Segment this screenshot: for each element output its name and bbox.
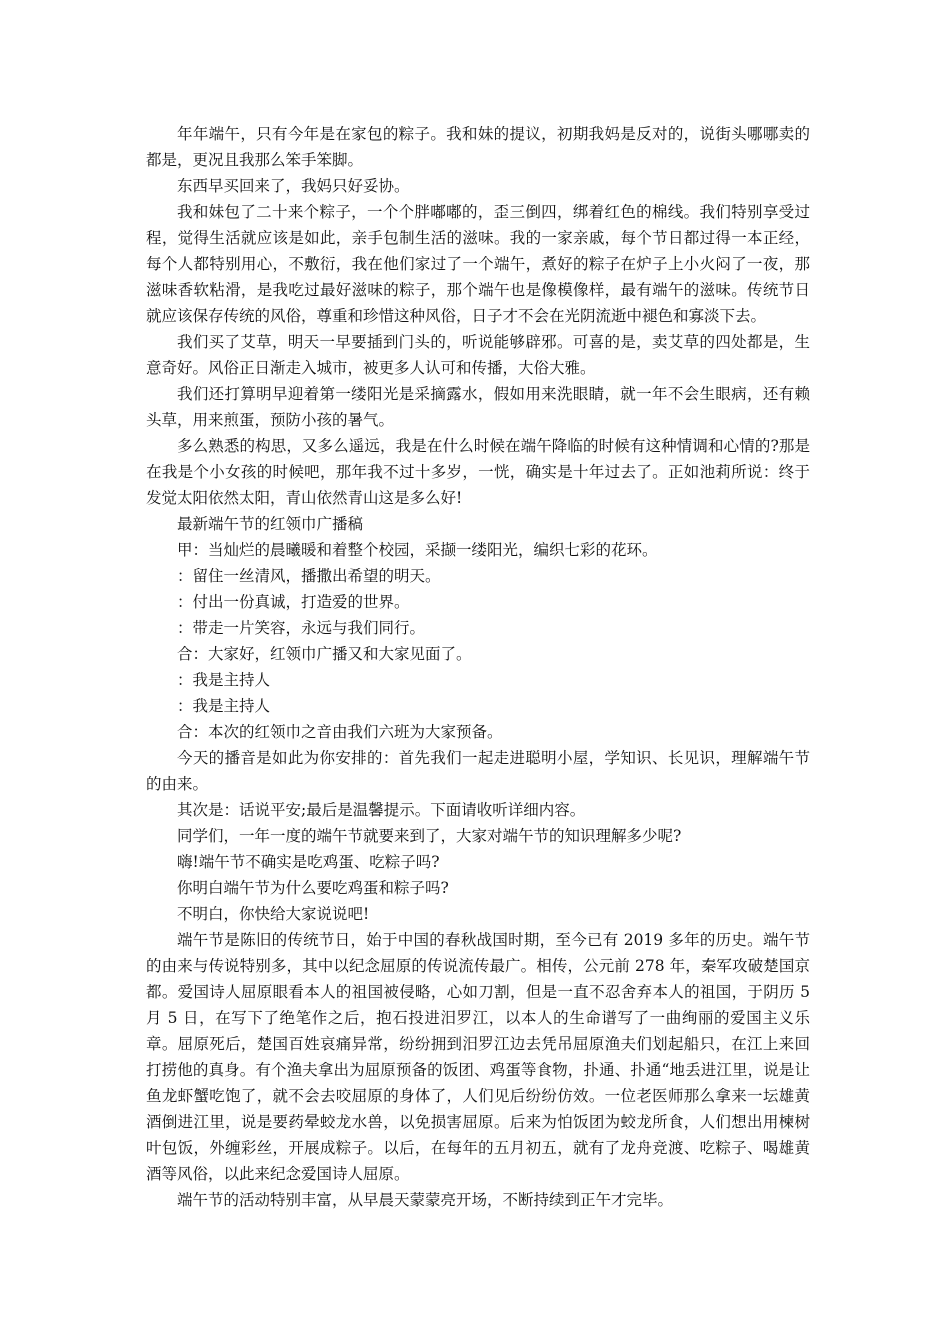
paragraph: 年年端午，只有今年是在家包的粽子。我和妹的提议，初期我妈是反对的，说街头哪哪卖的都是，更况且我那么笨手笨脚。 bbox=[146, 125, 810, 169]
paragraph: 我们还打算明早迎着第一缕阳光是采摘露水，假如用来洗眼睛，就一年不会生眼病，还有赖头草，用来煎蛋，预防小孩的暑气。 bbox=[146, 385, 810, 429]
paragraph: 我和妹包了二十来个粽子，一个个胖嘟嘟的，歪三倒四，绑着红色的棉线。我们特别享受过程，觉得生活就应该是如此，亲手包制生活的滋味。我的一家亲戚，每个节日都过得一本正经，每个人都特别用心，不敷衍，我在他们家过了一个端午，煮好的粽子在炉子上小火闷了一夜，那滋味香软粘滑，是我吃过最好滋味的粽子，那个端午也是像模像样，最有端午的滋味。传统节日就应该保存传统的风俗，尊重和珍惜这种风俗，日子才不会在光阴流逝中褪色和寡淡下去。 bbox=[146, 203, 810, 325]
dialogue-line: ：付出一份真诚，打造爱的世界。 bbox=[177, 593, 410, 611]
paragraph: 同学们，一年一度的端午节就要来到了，大家对端午节的知识理解多少呢? bbox=[177, 827, 682, 845]
paragraph: 嗨!端午节不确实是吃鸡蛋、吃粽子吗? bbox=[177, 853, 440, 871]
dialogue-line: 甲：当灿烂的晨曦暖和着整个校园，采撷一缕阳光，编织七彩的花环。 bbox=[177, 541, 658, 559]
paragraph: 你明白端午节为什么要吃鸡蛋和粽子吗? bbox=[177, 879, 449, 897]
paragraph: 我们买了艾草，明天一早要插到门头的，听说能够辟邪。可喜的是，卖艾草的四处都是，生意奇好。风俗正日渐走入城市，被更多人认可和传播，大俗大雅。 bbox=[146, 333, 810, 377]
paragraph: 东西早买回来了，我妈只好妥协。 bbox=[177, 177, 410, 195]
dialogue-line: ：留住一丝清风，播撒出希望的明天。 bbox=[177, 567, 441, 585]
dialogue-line: ：我是主持人 bbox=[177, 697, 271, 715]
paragraph: 今天的播音是如此为你安排的：首先我们一起走进聪明小屋，学知识、长见识，理解端午节的由来。 bbox=[146, 749, 810, 793]
dialogue-line: ：我是主持人 bbox=[177, 671, 271, 689]
dialogue-line: ：带走一片笑容，永远与我们同行。 bbox=[177, 619, 426, 637]
paragraph: 其次是：话说平安;最后是温馨提示。下面请收听详细内容。 bbox=[177, 801, 586, 819]
dialogue-line: 合：本次的红领巾之音由我们六班为大家预备。 bbox=[177, 723, 503, 741]
paragraph: 端午节是陈旧的传统节日，始于中国的春秋战国时期，至今已有 2019 多年的历史。端午节的由来与传说特别多，其中以纪念屈原的传说流传最广。相传，公元前 278 年，秦军攻破楚国京都。爱国诗人屈原眼看本人的祖国被侵略，心如刀割，但是一直不忍舍弃本人的祖国，于阴历 5 月 5 日，在写下了绝笔作之后，抱石投进汨罗江，以本人的生命谱写了一曲绚丽的爱国主义乐章。屈原死后，楚国百姓哀痛异常，纷纷拥到汨罗江边去凭吊屈原渔夫们划起船只，在江上来回打捞他的真身。有个渔夫拿出为屈原预备的饭团、鸡蛋等食物，扑通、扑通“地丢进江里，说是让鱼龙虾蟹吃饱了，就不会去咬屈原的身体了，人们见后纷纷仿效。一位老医师那么拿来一坛雄黄酒倒进江里，说是要药晕蛟龙水兽，以免损害屈原。后来为怕饭团为蛟龙所食，人们想出用楝树叶包饭，外缠彩丝，开展成粽子。以后，在每年的五月初五，就有了龙舟竞渡、吃粽子、喝雄黄酒等风俗，以此来纪念爱国诗人屈原。 bbox=[146, 931, 810, 1183]
paragraph: 端午节的活动特别丰富，从早晨天蒙蒙亮开场，不断持续到正午才完毕。 bbox=[177, 1191, 674, 1209]
dialogue-line: 合：大家好，红领巾广播又和大家见面了。 bbox=[177, 645, 472, 663]
section-heading: 最新端午节的红领巾广播稿 bbox=[177, 515, 364, 533]
paragraph: 多么熟悉的构思，又多么遥远，我是在什么时候在端午降临的时候有这种情调和心情的?那是在我是个小女孩的时候吧，那年我不过十多岁，一恍，确实是十年过去了。正如池莉所说：终于发觉太阳依然太阳，青山依然青山这是多么好! bbox=[146, 437, 810, 507]
document-body bbox=[146, 121, 810, 1213]
paragraph: 不明白，你快给大家说说吧! bbox=[177, 905, 370, 923]
